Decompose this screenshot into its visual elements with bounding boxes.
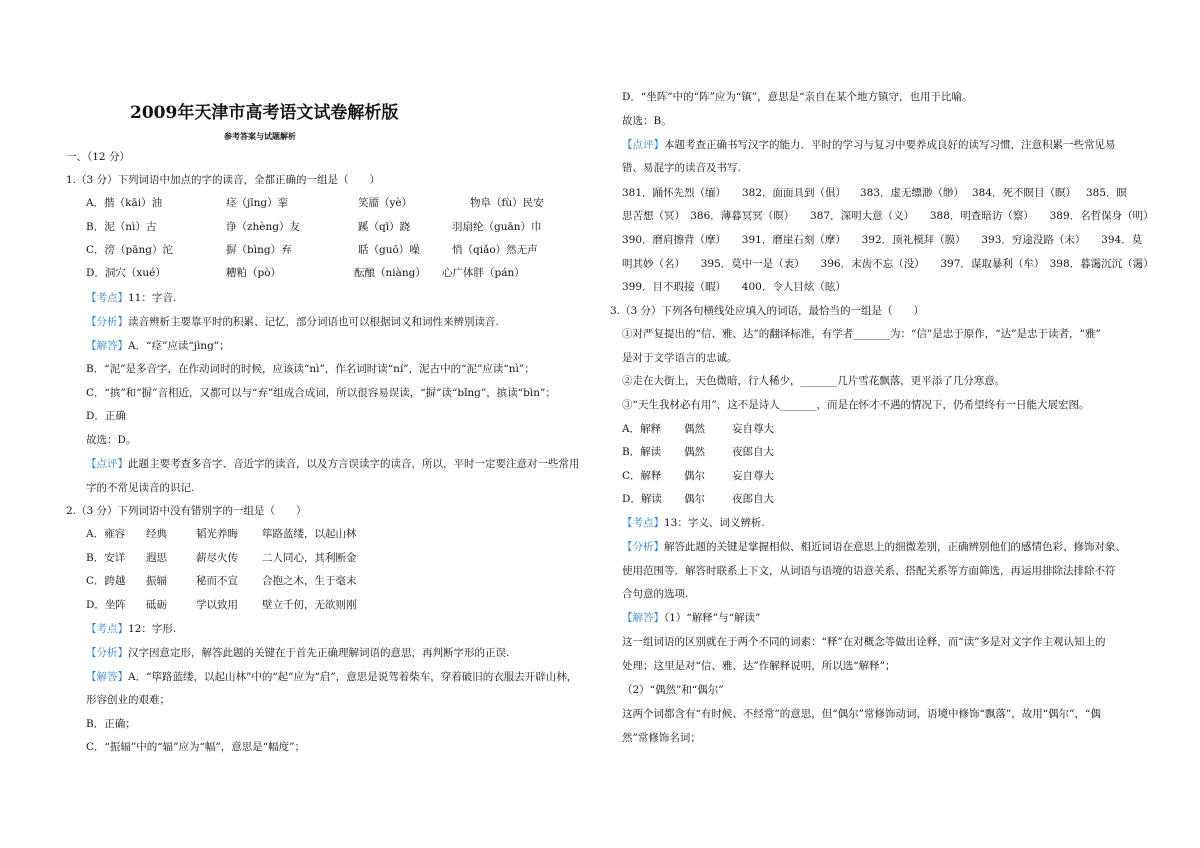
section-tag: 【分析】	[622, 541, 664, 553]
section-tag: 【考点】	[86, 623, 128, 635]
text-line	[622, 280, 846, 294]
section-tag: 【分析】	[86, 316, 128, 328]
text-line	[86, 740, 305, 754]
text-line	[86, 670, 577, 684]
line-text: 是对于文学语言的忠诚。	[622, 352, 738, 364]
line-text: B．解读	[622, 446, 662, 458]
line-text: 故选：B。	[622, 115, 672, 127]
page-subtitle: 参考答案与试题解析	[224, 132, 296, 141]
text-line	[622, 587, 688, 601]
line-text: 381．踊怀先烈（缅）	[622, 187, 727, 199]
text-line	[86, 386, 556, 400]
line-text: 然”常修饰名词；	[622, 732, 701, 744]
section-tag: 【解答】	[86, 340, 128, 352]
line-text: 本题考查正确书写汉字的能力．平时的学习与复习中要养成良好的读写习惯，注意积累一些常见易	[664, 139, 1116, 151]
line-text: 偶尔	[684, 470, 705, 482]
line-text: 这一组词语的区别就在于两个不同的词素：“释”在对概念等做出诠释，而“读”多是对文字作主观认知上的	[622, 636, 1106, 648]
line-text: 心广体胖（pán）	[442, 267, 525, 279]
line-text: 酝酿（niàng）	[354, 267, 426, 279]
line-text: 诤（zhèng）友	[226, 221, 300, 233]
line-text: （1）“解释”与“解读”	[664, 612, 761, 624]
line-text: 聒（guō）噪	[358, 244, 420, 256]
line-text: D．正确	[86, 410, 126, 422]
text-line	[622, 492, 774, 506]
text-line	[622, 186, 1128, 200]
line-text: D．坐阵	[86, 599, 126, 611]
line-text: ②走在大街上，天色微暗，行人稀少，_______几片雪花飘落，更平添了几分寒意。	[622, 375, 1006, 387]
line-text: 汉字因意定形，解答此题的关键在于首先正确理解词语的意思，再判断字形的正误.	[128, 647, 510, 659]
line-text: C．跨越	[86, 575, 126, 587]
line-text: A．揩（kāi）油	[86, 197, 163, 209]
line-text: 处理；这里是对“信、雅、达”作解释说明，所以选“解释”；	[622, 660, 896, 672]
line-text: 读音辨析主要靠平时的积累、记忆，部分词语也可以根据词义和词性来辨别读音.	[128, 316, 499, 328]
line-text: （2）“偶然”和“偶尔”	[622, 684, 724, 696]
section-tag: 【考点】	[86, 292, 128, 304]
text-line	[622, 327, 1101, 341]
section-tag: 【点评】	[622, 139, 664, 151]
line-text: C．滂（pāng）沱	[86, 244, 173, 256]
line-text: C．解释	[622, 470, 662, 482]
line-text: 390．磨肩擦背（摩） 391．磨崖石刻（摩） 392．顶礼模拜（膜） 393．穷途没路（末） 394．莫	[622, 234, 1143, 246]
line-text: 偶尔	[684, 493, 705, 505]
line-text: 384．死不瞑目（瞑）	[972, 187, 1077, 199]
line-text: 遐思	[146, 552, 167, 564]
line-text: 一、（12 分）	[66, 151, 130, 163]
text-line	[610, 304, 924, 318]
text-line	[86, 220, 542, 234]
line-text: 妄自尊大	[732, 423, 774, 435]
line-text: A．解释	[622, 423, 662, 435]
line-text: B．正确；	[86, 718, 136, 730]
text-line	[622, 635, 1105, 649]
line-text: 物阜（fù）民安	[470, 197, 544, 209]
line-text: 解答此题的关键是掌握相似、相近词语在意思上的细微差别，正确辨别他们的感情色彩、修饰对象、	[664, 541, 1126, 553]
line-text: 夜郎自大	[732, 493, 774, 505]
line-text: D．解读	[622, 493, 662, 505]
text-line	[622, 469, 774, 483]
line-text: 二人同心，其利断金	[262, 552, 357, 564]
line-text: 382．面面具到（俱）	[742, 187, 847, 199]
line-text: 2.（3 分）下列词语中没有错别字的一组是（ ）	[66, 505, 307, 517]
text-line	[86, 409, 126, 423]
text-line	[86, 196, 544, 210]
text-line	[622, 257, 1154, 271]
text-line	[622, 138, 1116, 152]
text-line	[622, 516, 765, 530]
text-line	[86, 693, 170, 707]
text-line	[622, 540, 1126, 554]
section-tag: 【点评】	[86, 458, 128, 470]
line-text: 偶然	[684, 423, 705, 435]
line-text: 3.（3 分）下列各句横线处应填入的词语，最恰当的一组是（ ）	[610, 305, 925, 317]
line-text: 这两个词都含有“有时候、不经常”的意思，但“偶尔”常修饰动词，语境中修饰“飘落”，故用“偶尔”，“偶	[622, 708, 1101, 720]
text-line	[86, 527, 357, 541]
line-text: 此题主要考查多音字、音近字的读音，以及方言误读字的读音，所以，平时一定要注意对一些常用	[128, 458, 580, 470]
line-text: 学以致用	[196, 599, 238, 611]
line-text: 明其妙（名） 395．莫中一是（衷） 396．末齿不忘（没） 397．谋取暴利（牟） 398．暮霭沉沉（霭）	[622, 258, 1154, 270]
text-line	[622, 659, 895, 673]
line-text: ①对严复提出的“信、雅、达”的翻译标准，有学者_______为：“信”是忠于原作，“达”是忠于读者，“雅”	[622, 328, 1101, 340]
text-line	[622, 564, 1116, 578]
text-line	[86, 622, 176, 636]
line-text: 1.（3 分）下列词语中加点的字的读音，全都正确的一组是（ ）	[66, 174, 381, 186]
line-text: 合抱之木，生于毫末	[262, 575, 357, 587]
line-text: B．安详	[86, 552, 126, 564]
text-line	[86, 243, 538, 257]
text-line	[622, 161, 741, 175]
line-text: 悄（qiǎo）然无声	[452, 244, 538, 256]
line-text: 字的不常见读音的识记.	[86, 482, 195, 494]
line-text: D．洞穴（xué）	[86, 267, 166, 279]
line-text: 壁立千仞，无欲则刚	[262, 599, 357, 611]
line-text: 羽扇纶（guān）巾	[452, 221, 542, 233]
text-line	[66, 150, 130, 164]
line-text: 糟粕（pò）	[226, 267, 282, 279]
line-text: 振辐	[146, 575, 167, 587]
text-line	[86, 551, 357, 565]
text-line	[86, 646, 509, 660]
line-text: B．“泥”是多音字，在作动词时的时候，应该读“nì”，作名词时读“ní”，泥古中的“泥”应读“nì”；	[86, 363, 535, 375]
text-line	[622, 707, 1101, 721]
section-tag: 【考点】	[622, 517, 664, 529]
line-text: A．“筚路蓝缕，以起山林”中的“起”应为“启”，意思是说驾着柴车，穿着破旧的衣服去开辟山林，	[128, 671, 578, 683]
line-text: 合句意的选项.	[622, 588, 689, 600]
text-line	[86, 266, 525, 280]
text-line	[86, 481, 194, 495]
text-line	[66, 173, 380, 187]
section-tag: 【解答】	[86, 671, 128, 683]
text-line	[622, 731, 701, 745]
line-text: B．泥（nì）古	[86, 221, 157, 233]
line-text: 399．目不瑕接（暇） 400．令人目炫（眩）	[622, 281, 846, 293]
text-line	[622, 445, 774, 459]
line-text: A．雍容	[86, 528, 126, 540]
section-tag: 【解答】	[622, 612, 664, 624]
line-text: 笑靥（yè）	[358, 197, 413, 209]
text-line	[622, 209, 1154, 223]
text-line	[86, 362, 535, 376]
line-text: 错、易混字的读音及书写.	[622, 162, 741, 174]
line-text: 形容创业的艰难；	[86, 694, 170, 706]
text-line	[622, 374, 1005, 388]
line-text: C．“振辐”中的“辐”应为“幅”，意思是“幅度”；	[86, 741, 305, 753]
line-text: 12：字形.	[128, 623, 177, 635]
line-text: 383．虚无缥渺（缈）	[860, 187, 965, 199]
text-line	[622, 683, 724, 697]
line-text: 筚路蓝缕，以起山林	[262, 528, 357, 540]
line-text: A．“痉”应读“jìng”；	[128, 340, 230, 352]
text-line	[86, 574, 357, 588]
text-line	[86, 598, 357, 612]
line-text: 蹊（qī）跷	[358, 221, 411, 233]
text-line	[86, 717, 136, 731]
line-text: 使用范围等．解答时联系上下文，从词语与语境的语意关系、搭配关系等方面筛选，再运用排除法排除不符	[622, 565, 1116, 577]
line-text: C．“摈”和“摒”音相近，又都可以与“弃”组成合成词，所以很容易误读，“摒”读“bǐng”，摈读“bìn”；	[86, 387, 556, 399]
line-text: 385．瞑	[1086, 187, 1128, 199]
line-text: 砥砺	[146, 599, 167, 611]
line-text: 思苦想（冥） 386．薄暮冥冥（暝） 387．深明大意（义） 388．明查暗访（察） 389．名哲保身（明）	[622, 210, 1154, 222]
text-line	[622, 611, 760, 625]
text-line	[622, 422, 774, 436]
line-text: 经典	[146, 528, 167, 540]
text-line	[86, 433, 136, 447]
section-tag: 【分析】	[86, 647, 128, 659]
line-text: 薪尽火传	[196, 552, 238, 564]
line-text: 妄自尊大	[732, 470, 774, 482]
text-line	[86, 339, 230, 353]
text-line	[86, 457, 580, 471]
text-line	[622, 398, 1089, 412]
text-line	[622, 233, 1142, 247]
text-line	[622, 114, 672, 128]
line-text: 韬光养晦	[196, 528, 238, 540]
line-text: 故选：D。	[86, 434, 137, 446]
line-text: 痉（jīng）挛	[226, 197, 289, 209]
line-text: D．“坐阵”中的“阵”应为“镇”，意思是“亲自在某个地方镇守，也用于比喻。	[622, 91, 973, 103]
line-text: ③“天生我材必有用”，这不是诗人_______，而是在怀才不遇的情况下，仍希望终有一日能大展宏图。	[622, 399, 1090, 411]
line-text: 夜郎自大	[732, 446, 774, 458]
text-line	[66, 504, 307, 518]
line-text: 11：字音.	[128, 292, 177, 304]
line-text: 秘而不宣	[196, 575, 238, 587]
text-line	[86, 291, 176, 305]
text-line	[622, 90, 973, 104]
line-text: 偶然	[684, 446, 705, 458]
line-text: 13：字义、词义辨析.	[664, 517, 765, 529]
text-line	[622, 351, 738, 365]
line-text: 摒（bìng）弃	[226, 244, 292, 256]
page-title: 2009年天津市高考语文试卷解析版	[130, 103, 399, 123]
text-line	[86, 315, 499, 329]
